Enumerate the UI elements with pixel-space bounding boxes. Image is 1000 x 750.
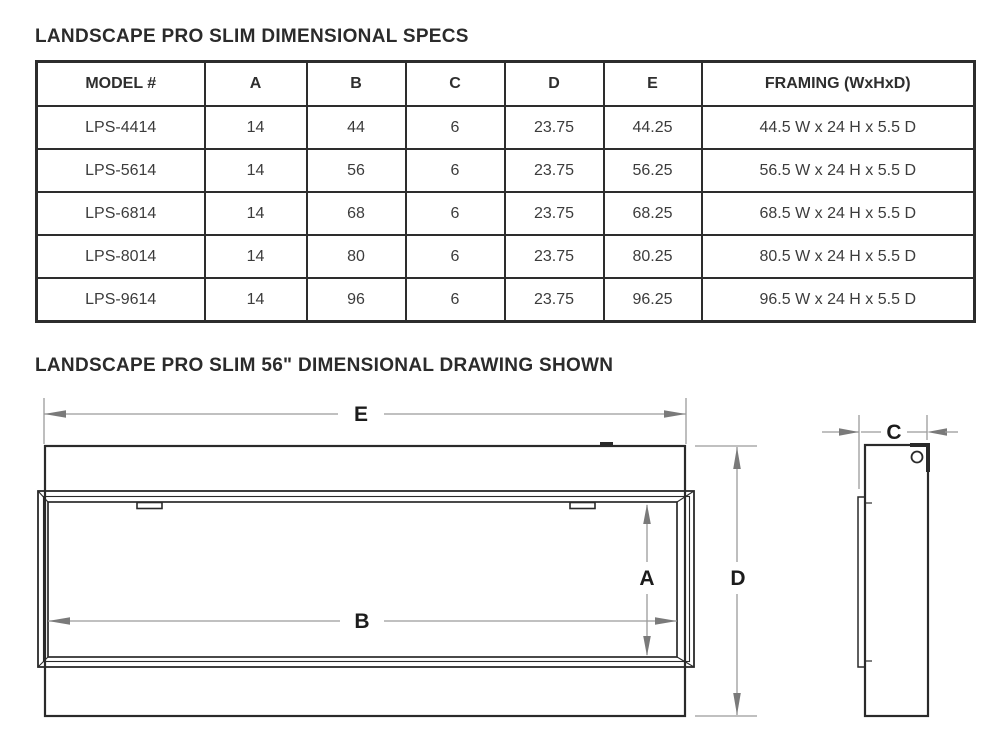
cell-a: 14: [205, 149, 307, 192]
side-body-outline: [865, 445, 928, 716]
top-edge-tab: [600, 442, 613, 447]
cell-a: 14: [205, 235, 307, 278]
cell-framing: 68.5 W x 24 H x 5.5 D: [702, 192, 975, 235]
dimension-d: [695, 446, 757, 716]
side-corner-bracket: [910, 445, 928, 472]
dim-d-arrow-bottom: [733, 693, 741, 715]
glass-opening: [48, 502, 677, 657]
dim-c-arrow-right: [927, 428, 947, 436]
cell-e: 56.25: [604, 149, 702, 192]
glass-clip-right: [570, 503, 595, 509]
cell-model: LPS-4414: [37, 106, 205, 149]
cell-c: 6: [406, 278, 505, 322]
cell-framing: 56.5 W x 24 H x 5.5 D: [702, 149, 975, 192]
col-header-framing: FRAMING (WxHxD): [702, 62, 975, 107]
dim-label-d: D: [730, 567, 746, 590]
cell-framing: 80.5 W x 24 H x 5.5 D: [702, 235, 975, 278]
cell-e: 96.25: [604, 278, 702, 322]
dim-b-arrow-right: [655, 617, 677, 625]
col-header-b: B: [307, 62, 406, 107]
cell-d: 23.75: [505, 235, 604, 278]
dimensional-specs-table: [35, 60, 976, 323]
dim-label-c: C: [886, 421, 902, 444]
dim-d-arrow-top: [733, 447, 741, 469]
cell-b: 44: [307, 106, 406, 149]
dim-label-b: B: [354, 610, 370, 633]
cell-model: LPS-9614: [37, 278, 205, 322]
cell-a: 14: [205, 278, 307, 322]
cell-b: 68: [307, 192, 406, 235]
dim-b-arrow-left: [48, 617, 70, 625]
cell-c: 6: [406, 149, 505, 192]
cell-b: 56: [307, 149, 406, 192]
dim-label-a: A: [639, 567, 655, 590]
cell-framing: 96.5 W x 24 H x 5.5 D: [702, 278, 975, 322]
dim-a-arrow-top: [643, 504, 651, 524]
cell-d: 23.75: [505, 278, 604, 322]
glass-clip-left: [137, 503, 162, 509]
col-header-e: E: [604, 62, 702, 107]
cell-c: 6: [406, 235, 505, 278]
cell-b: 96: [307, 278, 406, 322]
dimensional-drawing-title: LANDSCAPE PRO SLIM 56" DIMENSIONAL DRAWING SHOWN: [35, 355, 614, 376]
cell-model: LPS-6814: [37, 192, 205, 235]
cell-c: 6: [406, 106, 505, 149]
dimension-b: [48, 610, 677, 633]
cell-c: 6: [406, 192, 505, 235]
dim-c-arrow-left: [839, 428, 859, 436]
cell-e: 80.25: [604, 235, 702, 278]
dimension-a: [639, 504, 654, 656]
table-header-row: [37, 62, 975, 107]
dimension-e: [44, 398, 686, 444]
side-knockout-circle: [912, 452, 923, 463]
cell-model: LPS-8014: [37, 235, 205, 278]
dimensional-drawing: [0, 388, 1000, 750]
bezel-mid-edge: [44, 497, 690, 662]
cell-d: 23.75: [505, 192, 604, 235]
cell-d: 23.75: [505, 106, 604, 149]
dim-e-arrow-right: [664, 410, 686, 418]
front-chassis-outline: [45, 446, 685, 716]
cell-b: 80: [307, 235, 406, 278]
col-header-c: C: [406, 62, 505, 107]
dimension-c: [822, 415, 958, 489]
col-header-a: A: [205, 62, 307, 107]
table-row: [37, 192, 975, 235]
table-row: [37, 149, 975, 192]
bezel-outer-edge: [38, 491, 694, 667]
front-view: [38, 442, 694, 716]
cell-a: 14: [205, 192, 307, 235]
cell-framing: 44.5 W x 24 H x 5.5 D: [702, 106, 975, 149]
col-header-model: MODEL #: [37, 62, 205, 107]
dim-e-arrow-left: [44, 410, 66, 418]
table-row: [37, 235, 975, 278]
cell-a: 14: [205, 106, 307, 149]
table-row: [37, 278, 975, 322]
side-view: [858, 445, 928, 716]
col-header-d: D: [505, 62, 604, 107]
table-row: [37, 106, 975, 149]
cell-e: 44.25: [604, 106, 702, 149]
dim-a-arrow-bottom: [643, 636, 651, 656]
specs-table-title: LANDSCAPE PRO SLIM DIMENSIONAL SPECS: [35, 26, 469, 47]
cell-model: LPS-5614: [37, 149, 205, 192]
dim-label-e: E: [353, 403, 369, 426]
cell-d: 23.75: [505, 149, 604, 192]
cell-e: 68.25: [604, 192, 702, 235]
